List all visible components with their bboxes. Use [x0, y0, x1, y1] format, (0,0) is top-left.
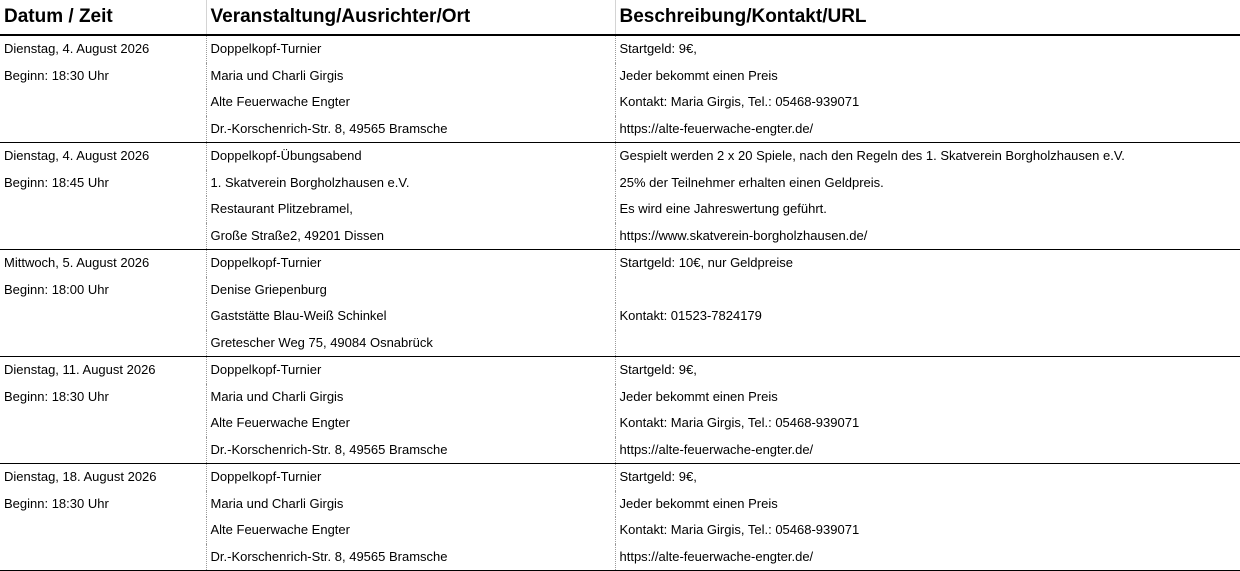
table-row: [0, 223, 1240, 250]
cell-description[interactable]: Startgeld: 9€,: [615, 35, 1240, 63]
cell-description[interactable]: Es wird eine Jahreswertung geführt.: [615, 196, 1240, 223]
cell-datetime[interactable]: Dienstag, 18. August 2026: [4, 469, 157, 485]
cell-event[interactable]: Alte Feuerwache Engter: [206, 410, 615, 437]
cell-event[interactable]: Doppelkopf-Übungsabend: [206, 143, 615, 170]
cell-datetime[interactable]: [0, 223, 206, 250]
table-row: [0, 357, 1240, 384]
table-row: [0, 384, 1240, 411]
cell-datetime[interactable]: [0, 330, 206, 357]
table-row: [0, 464, 1240, 491]
cell-event[interactable]: Dr.-Korschenrich-Str. 8, 49565 Bramsche: [206, 116, 615, 143]
header-row: [0, 0, 1240, 35]
cell-event[interactable]: Doppelkopf-Turnier: [206, 464, 615, 491]
cell-description[interactable]: 25% der Teilnehmer erhalten einen Geldpreis.: [615, 170, 1240, 197]
cell-description[interactable]: Jeder bekommt einen Preis: [615, 491, 1240, 518]
cell-datetime[interactable]: [0, 196, 206, 223]
cell-event[interactable]: Denise Griepenburg: [206, 277, 615, 304]
cell-description[interactable]: https://www.skatverein-borgholzhausen.de/: [615, 223, 1240, 250]
table-body: [0, 35, 1240, 571]
cell-description[interactable]: https://alte-feuerwache-engter.de/: [615, 116, 1240, 143]
cell-event[interactable]: Maria und Charli Girgis: [206, 384, 615, 411]
cell-description[interactable]: Gespielt werden 2 x 20 Spiele, nach den Regeln des 1. Skatverein Borgholzhausen e.V.: [615, 143, 1240, 170]
cell-description[interactable]: Startgeld: 9€,: [615, 464, 1240, 491]
cell-description[interactable]: Jeder bekommt einen Preis: [615, 384, 1240, 411]
column-header-event: Veranstaltung/Ausrichter/Ort: [206, 0, 615, 35]
cell-event[interactable]: 1. Skatverein Borgholzhausen e.V.: [206, 170, 615, 197]
table-row: [0, 491, 1240, 518]
cell-datetime[interactable]: Beginn: 18:30 Uhr: [4, 67, 109, 83]
cell-event[interactable]: Maria und Charli Girgis: [206, 491, 615, 518]
cell-datetime[interactable]: Mittwoch, 5. August 2026: [4, 255, 150, 271]
table-row: [0, 303, 1240, 330]
cell-description[interactable]: Kontakt: 01523-7824179: [615, 303, 1240, 330]
cell-datetime[interactable]: [0, 116, 206, 143]
cell-description[interactable]: Kontakt: Maria Girgis, Tel.: 05468-939071: [615, 517, 1240, 544]
table-row: [0, 116, 1240, 143]
cell-datetime[interactable]: Beginn: 18:30 Uhr: [4, 495, 109, 511]
cell-datetime[interactable]: Beginn: 18:45 Uhr: [4, 174, 109, 190]
cell-event[interactable]: Gretescher Weg 75, 49084 Osnabrück: [206, 330, 615, 357]
cell-description[interactable]: Startgeld: 10€, nur Geldpreise: [615, 250, 1240, 277]
cell-datetime[interactable]: Dienstag, 11. August 2026: [4, 362, 156, 378]
cell-event[interactable]: Restaurant Plitzebramel,: [206, 196, 615, 223]
cell-event[interactable]: Alte Feuerwache Engter: [206, 517, 615, 544]
cell-description[interactable]: https://alte-feuerwache-engter.de/: [615, 437, 1240, 464]
column-header-description: Beschreibung/Kontakt/URL: [615, 0, 1240, 35]
cell-event[interactable]: Doppelkopf-Turnier: [206, 250, 615, 277]
cell-description[interactable]: Kontakt: Maria Girgis, Tel.: 05468-939071: [615, 410, 1240, 437]
table-row: [0, 196, 1240, 223]
table-row: [0, 544, 1240, 571]
table-row: [0, 277, 1240, 304]
table-row: [0, 63, 1240, 90]
table-row: [0, 143, 1240, 170]
cell-datetime[interactable]: [0, 303, 206, 330]
cell-datetime[interactable]: [0, 437, 206, 464]
cell-event[interactable]: Gaststätte Blau-Weiß Schinkel: [206, 303, 615, 330]
cell-event[interactable]: Große Straße2, 49201 Dissen: [206, 223, 615, 250]
table-row: [0, 330, 1240, 357]
cell-description[interactable]: Jeder bekommt einen Preis: [615, 63, 1240, 90]
cell-description[interactable]: [615, 330, 1240, 357]
cell-event[interactable]: Dr.-Korschenrich-Str. 8, 49565 Bramsche: [206, 437, 615, 464]
table-row: [0, 437, 1240, 464]
cell-description[interactable]: Startgeld: 9€,: [615, 357, 1240, 384]
table-row: [0, 250, 1240, 277]
column-header-datetime: Datum / Zeit: [0, 0, 206, 35]
cell-event[interactable]: Dr.-Korschenrich-Str. 8, 49565 Bramsche: [206, 544, 615, 571]
cell-description[interactable]: [615, 277, 1240, 304]
cell-datetime[interactable]: [0, 410, 206, 437]
cell-event[interactable]: Alte Feuerwache Engter: [206, 89, 615, 116]
table-row: [0, 410, 1240, 437]
cell-datetime[interactable]: [0, 544, 206, 571]
table-row: [0, 517, 1240, 544]
cell-event[interactable]: Maria und Charli Girgis: [206, 63, 615, 90]
cell-datetime[interactable]: [0, 89, 206, 116]
cell-datetime[interactable]: Beginn: 18:30 Uhr: [4, 388, 109, 404]
cell-datetime[interactable]: Dienstag, 4. August 2026: [4, 41, 150, 57]
cell-datetime[interactable]: Dienstag, 4. August 2026: [4, 148, 150, 164]
cell-description[interactable]: Kontakt: Maria Girgis, Tel.: 05468-939071: [615, 89, 1240, 116]
cell-datetime[interactable]: [0, 517, 206, 544]
cell-event[interactable]: Doppelkopf-Turnier: [206, 35, 615, 63]
cell-event[interactable]: Doppelkopf-Turnier: [206, 357, 615, 384]
table-header: [0, 0, 1240, 35]
cell-description[interactable]: https://alte-feuerwache-engter.de/: [615, 544, 1240, 571]
table-row: [0, 170, 1240, 197]
table-row: [0, 89, 1240, 116]
cell-datetime[interactable]: Beginn: 18:00 Uhr: [4, 281, 109, 297]
table-row: [0, 35, 1240, 63]
